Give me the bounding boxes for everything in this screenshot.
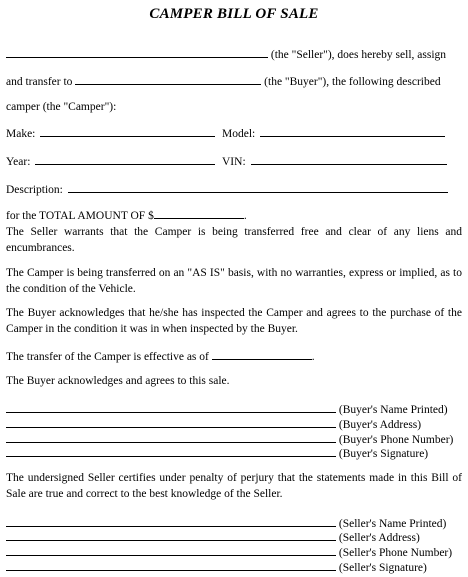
seller-address-blank[interactable]: [6, 529, 336, 541]
seller-signature-blank[interactable]: [6, 559, 336, 571]
document-title: CAMPER BILL OF SALE: [149, 6, 319, 22]
description-blank[interactable]: [68, 181, 448, 193]
vin-blank[interactable]: [251, 153, 447, 165]
seller-signature-row: [6, 559, 427, 575]
as-is-paragraph: The Camper is being transferred on an "AS IS" basis, with no warranties, express or implied, as to the condition of the Vehicle.: [6, 267, 462, 295]
year-label: Year:: [6, 156, 31, 168]
seller-name-printed-label: (Seller's Name Printed): [338, 518, 447, 530]
seller-line: [6, 46, 446, 62]
buyer-address-blank[interactable]: [6, 416, 336, 428]
buyer-address-row: [6, 416, 421, 432]
seller-name-blank[interactable]: [6, 46, 268, 58]
buyer-acknowledgement: The Buyer acknowledges and agrees to this sale.: [6, 375, 230, 387]
buyer-address-label: (Buyer's Address): [338, 419, 422, 431]
buyer-line: [6, 73, 441, 89]
total-amount-label: for the TOTAL AMOUNT OF $: [6, 210, 154, 222]
buyer-name-row: [6, 401, 448, 417]
seller-certification-paragraph: The undersigned Seller certifies under penalty of perjury that the statements made in this Bill of Sale are true and correct to the best knowledge of the Seller.: [6, 472, 462, 500]
model-label: Model:: [222, 128, 256, 140]
seller-signature-label: (Seller's Signature): [338, 562, 427, 574]
description-row: [6, 181, 448, 197]
buyer-suffix: (the "Buyer"), the following described: [264, 76, 441, 88]
total-amount-row: [6, 207, 247, 223]
buyer-phone-blank[interactable]: [6, 431, 336, 443]
seller-suffix: (the "Seller"), does hereby sell, assign: [270, 49, 447, 61]
year-blank[interactable]: [35, 153, 215, 165]
seller-name-printed-blank[interactable]: [6, 515, 336, 527]
effective-date-row: [6, 348, 315, 364]
buyer-name-blank[interactable]: [75, 73, 261, 85]
warranty-paragraph: The Seller warrants that the Camper is being transferred free and clear of any liens and encumbrances.: [6, 226, 462, 254]
make-label: Make:: [6, 128, 36, 140]
year-row: [6, 153, 215, 169]
seller-phone-row: [6, 544, 452, 560]
buyer-signature-row: [6, 445, 428, 461]
buyer-name-printed-label: (Buyer's Name Printed): [338, 404, 448, 416]
vin-label: VIN:: [222, 156, 246, 168]
description-label: Description:: [6, 184, 63, 196]
transfer-prefix: and transfer to: [6, 76, 73, 88]
effective-date-label: The transfer of the Camper is effective as of: [6, 351, 209, 363]
total-amount-period: .: [243, 210, 247, 222]
camper-line: camper (the "Camper"):: [6, 101, 117, 113]
seller-phone-label: (Seller's Phone Number): [338, 547, 453, 559]
buyer-phone-label: (Buyer's Phone Number): [338, 434, 454, 446]
make-blank[interactable]: [40, 125, 215, 137]
model-row: [222, 125, 445, 141]
total-amount-blank[interactable]: [154, 207, 244, 219]
effective-date-blank[interactable]: [212, 348, 312, 360]
seller-phone-blank[interactable]: [6, 544, 336, 556]
make-row: [6, 125, 215, 141]
inspection-paragraph: The Buyer acknowledges that he/she has inspected the Camper and agrees to the purchase of the Camper in the condition it was in when inspected by the Buyer.: [6, 307, 462, 335]
seller-address-label: (Seller's Address): [338, 532, 420, 544]
buyer-signature-blank[interactable]: [6, 445, 336, 457]
model-blank[interactable]: [260, 125, 445, 137]
seller-address-row: [6, 529, 420, 545]
vin-row: [222, 153, 447, 169]
buyer-name-printed-blank[interactable]: [6, 401, 336, 413]
buyer-signature-label: (Buyer's Signature): [338, 448, 429, 460]
effective-date-period: .: [311, 351, 315, 363]
